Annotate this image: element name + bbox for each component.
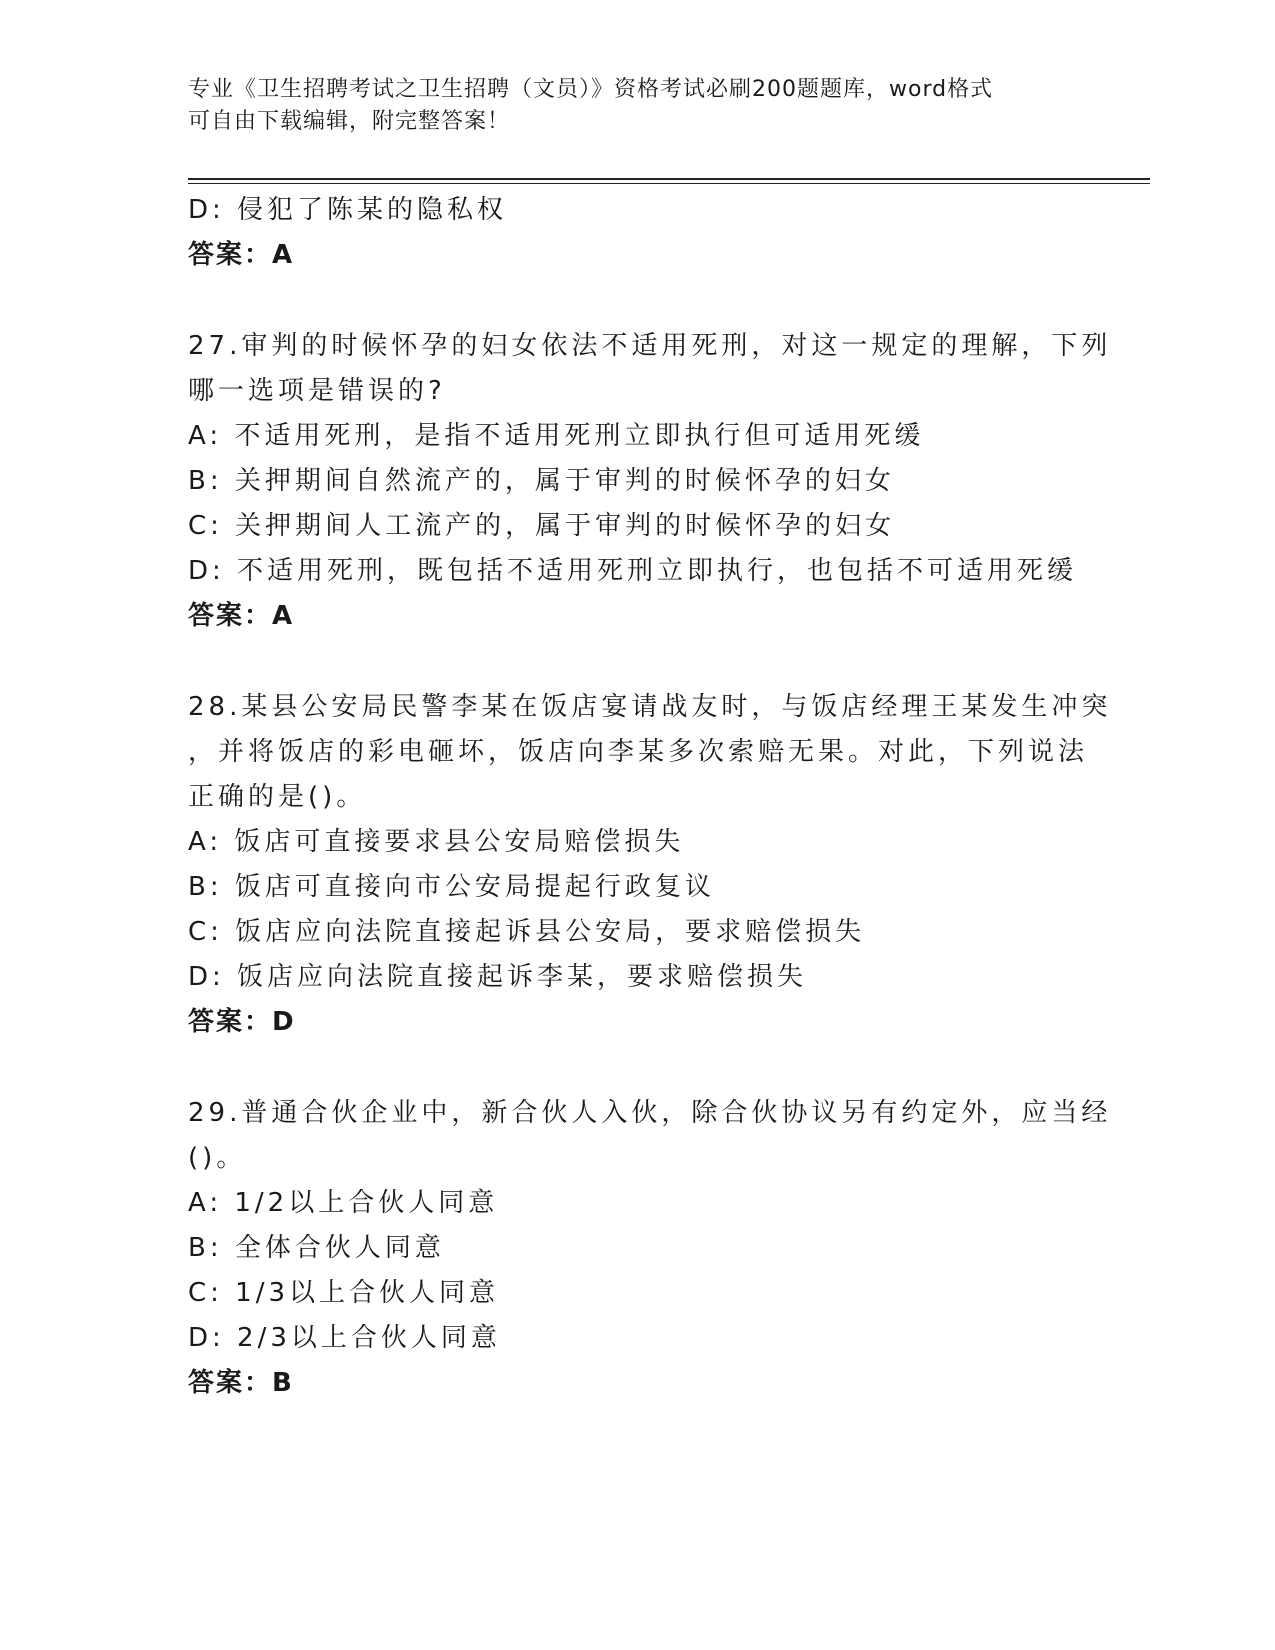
question-stem-line: 27.审判的时候怀孕的妇女依法不适用死刑，对这一规定的理解，下列 [188, 331, 1112, 361]
option-c: C: 1/3以上合伙人同意 [188, 1278, 500, 1308]
answer-line: 答案：A [188, 240, 295, 270]
question-stem-line: 29.普通合伙企业中，新合伙人入伙，除合伙协议另有约定外，应当经 [188, 1098, 1112, 1128]
option-a: A: 饭店可直接要求县公安局赔偿损失 [188, 827, 685, 857]
answer-line: 答案：B [188, 1368, 294, 1398]
question-block-26-tail [188, 188, 1088, 278]
header-divider-thin [188, 183, 1150, 184]
option-c: C: 饭店应向法院直接起诉县公安局，要求赔偿损失 [188, 917, 866, 947]
header-line-2: 可自由下载编辑，附完整答案！ [188, 109, 511, 134]
question-stem-line: 正确的是()。 [188, 782, 367, 812]
option-b: B: 全体合伙人同意 [188, 1233, 445, 1263]
answer-line: 答案：D [188, 1007, 296, 1037]
option-c: C: 关押期间人工流产的，属于审判的时候怀孕的妇女 [188, 511, 896, 541]
answer-line: 答案：A [188, 601, 295, 631]
question-stem-line: 哪一选项是错误的? [188, 376, 446, 406]
question-stem-line: ()。 [188, 1143, 247, 1173]
option-d: D: 侵犯了陈某的隐私权 [188, 195, 508, 225]
option-a: A: 不适用死刑，是指不适用死刑立即执行但可适用死缓 [188, 421, 925, 451]
option-d: D: 饭店应向法院直接起诉李某，要求赔偿损失 [188, 962, 808, 992]
question-stem-line: ，并将饭店的彩电砸坏，饭店向李某多次索赔无果。对此，下列说法 [188, 737, 1089, 767]
option-b: B: 饭店可直接向市公安局提起行政复议 [188, 872, 715, 902]
header-divider-thick [188, 178, 1150, 180]
option-d: D: 不适用死刑，既包括不适用死刑立即执行，也包括不可适用死缓 [188, 556, 1078, 586]
option-b: B: 关押期间自然流产的，属于审判的时候怀孕的妇女 [188, 466, 895, 496]
question-block-28 [188, 685, 1112, 1045]
question-list [188, 188, 1112, 1406]
option-a: A: 1/2以上合伙人同意 [188, 1188, 499, 1218]
question-stem-line: 28.某县公安局民警李某在饭店宴请战友时，与饭店经理王某发生冲突 [188, 692, 1112, 722]
document-header [188, 74, 1088, 138]
header-line-1: 专业《卫生招聘考试之卫生招聘（文员）》资格考试必刷200题题库，word格式 [188, 77, 994, 102]
question-block-27 [188, 324, 1112, 639]
question-block-29 [188, 1091, 1112, 1406]
option-d: D: 2/3以上合伙人同意 [188, 1323, 501, 1353]
